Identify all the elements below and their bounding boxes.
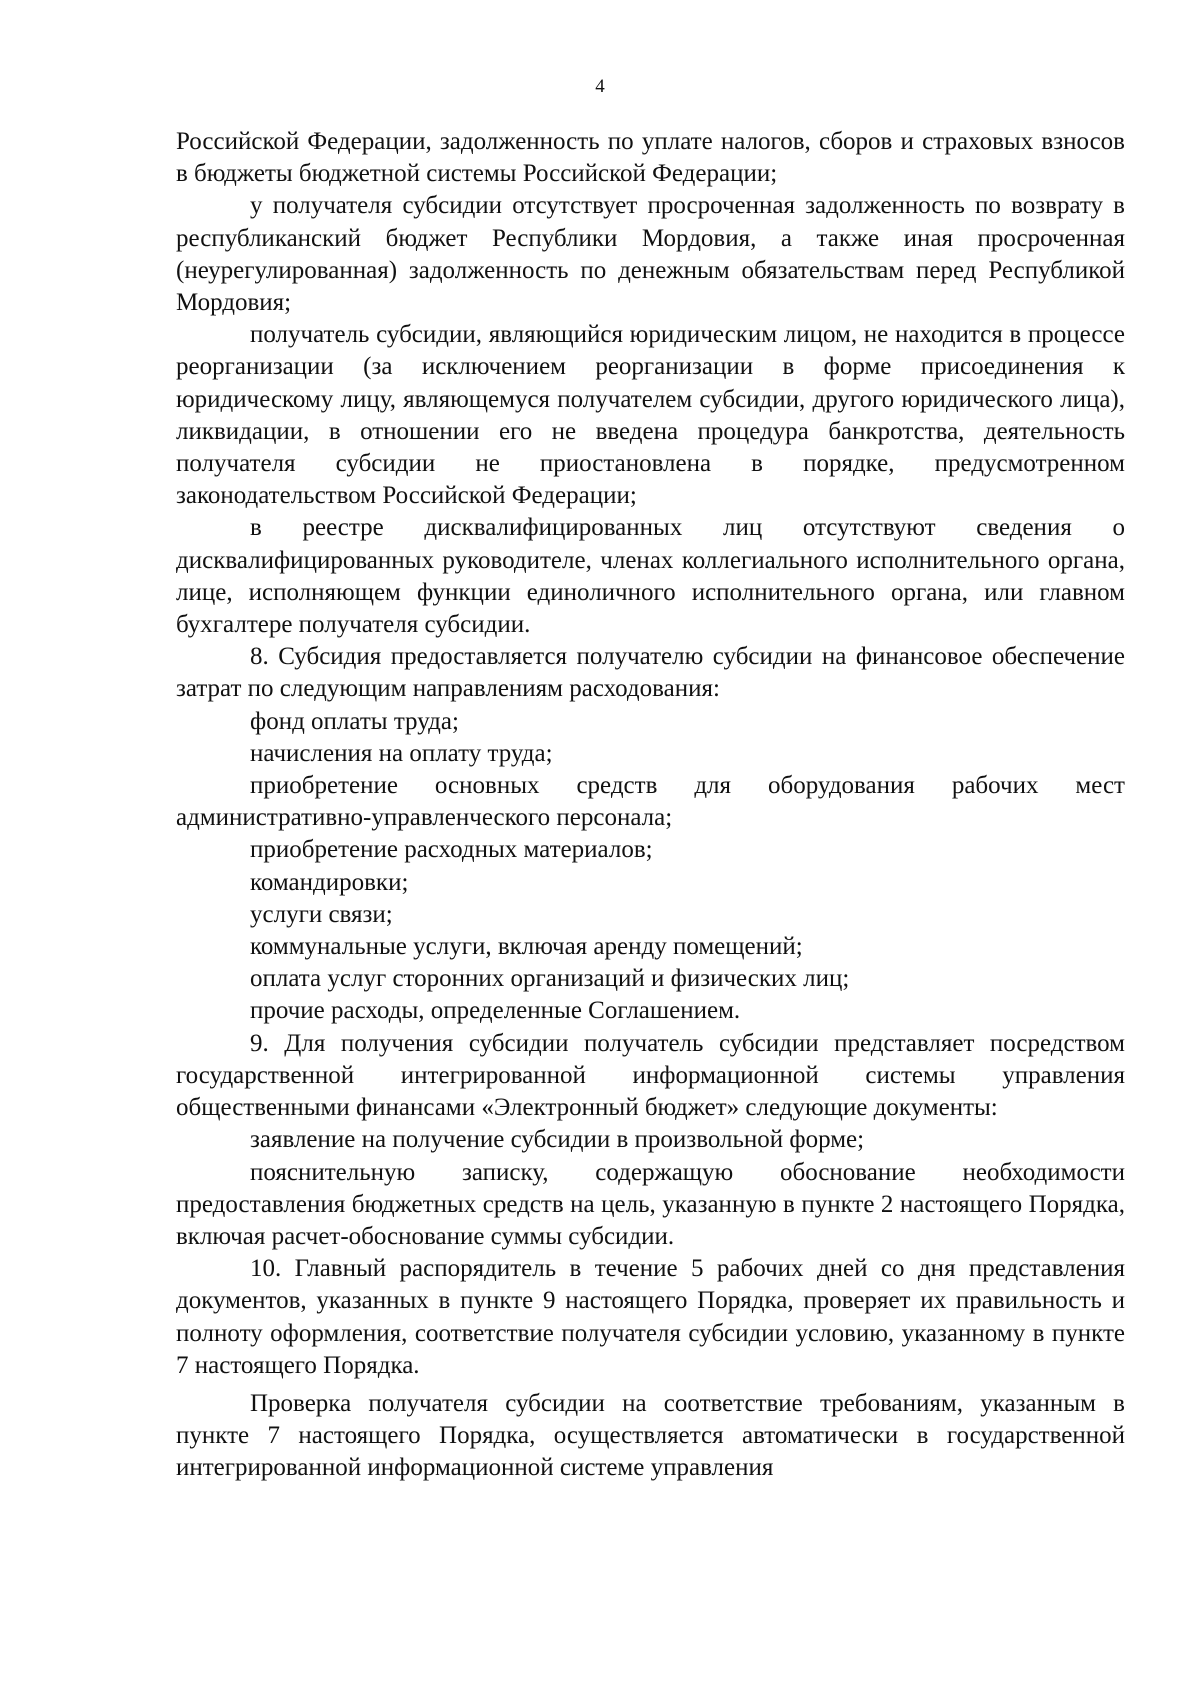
- paragraph-item-9: 9. Для получения субсидии получатель субсидии представляет посредством государственной интегрированной информационной системы управления общественными финансами «Электронный бюджет» следующие документы:: [176, 1029, 1125, 1122]
- paragraph: в реестре дисквалифицированных лиц отсутствуют сведения о дисквалифицированных руководителе, членах коллегиального исполнительного органа, лице, исполняющем функции единоличного исполнительного органа, или главном бухгалтере получателя субсидии.: [176, 514, 1125, 639]
- paragraph: Российской Федерации, задолженность по уплате налогов, сборов и страховых взносов в бюджеты бюджетной системы Российской Федерации;: [176, 128, 1125, 188]
- list-item: фонд оплаты труда;: [250, 707, 459, 735]
- paragraph-item-8: 8. Субсидия предоставляется получателю субсидии на финансовое обеспечение затрат по следующим направлениям расходования:: [176, 643, 1125, 703]
- document-body: [176, 126, 1125, 1485]
- list-item: командировки;: [250, 868, 409, 896]
- list-item: прочие расходы, определенные Соглашением.: [250, 997, 741, 1025]
- list-item: приобретение основных средств для оборудования рабочих мест административно-управленческого персонала;: [176, 772, 1125, 832]
- paragraph-item-10: 10. Главный распорядитель в течение 5 рабочих дней со дня представления документов, указанных в пункте 9 настоящего Порядка, проверяет их правильность и полноту оформления, соответствие получателя субсидии условию, указанному в пункте 7 настоящего Порядка.: [176, 1255, 1125, 1379]
- list-item: коммунальные услуги, включая аренду помещений;: [250, 933, 803, 961]
- list-item: оплата услуг сторонних организаций и физических лиц;: [250, 965, 850, 993]
- list-item: заявление на получение субсидии в произвольной форме;: [250, 1126, 865, 1154]
- list-item: услуги связи;: [250, 900, 393, 928]
- list-item: начисления на оплату труда;: [250, 739, 553, 767]
- paragraph: у получателя субсидии отсутствует просроченная задолженность по возврату в республиканский бюджет Республики Мордовия, а также иная просроченная (неурегулированная) задолженность по денежным обязательствам перед Республикой Мордовия;: [176, 192, 1125, 317]
- page-number: 4: [595, 76, 605, 97]
- list-item: приобретение расходных материалов;: [250, 836, 653, 864]
- list-item: пояснительную записку, содержащую обоснование необходимости предоставления бюджетных средств на цель, указанную в пункте 2 настоящего Порядка, включая расчет-обоснование суммы субсидии.: [176, 1158, 1125, 1250]
- paragraph: Проверка получателя субсидии на соответствие требованиям, указанным в пункте 7 настоящего Порядка, осуществляется автоматически в государственной интегрированной информационной системе управления: [176, 1389, 1125, 1482]
- paragraph: получатель субсидии, являющийся юридическим лицом, не находится в процессе реорганизации (за исключением реорганизации в форме присоединения к юридическому лицу, являющемуся получателем субсидии, другого юридического лица), ликвидации, в отношении его не введена процедура банкротства, деятельность получателя субсидии не приостановлена в порядке, предусмотренном законодательством Российской Федерации;: [176, 321, 1125, 510]
